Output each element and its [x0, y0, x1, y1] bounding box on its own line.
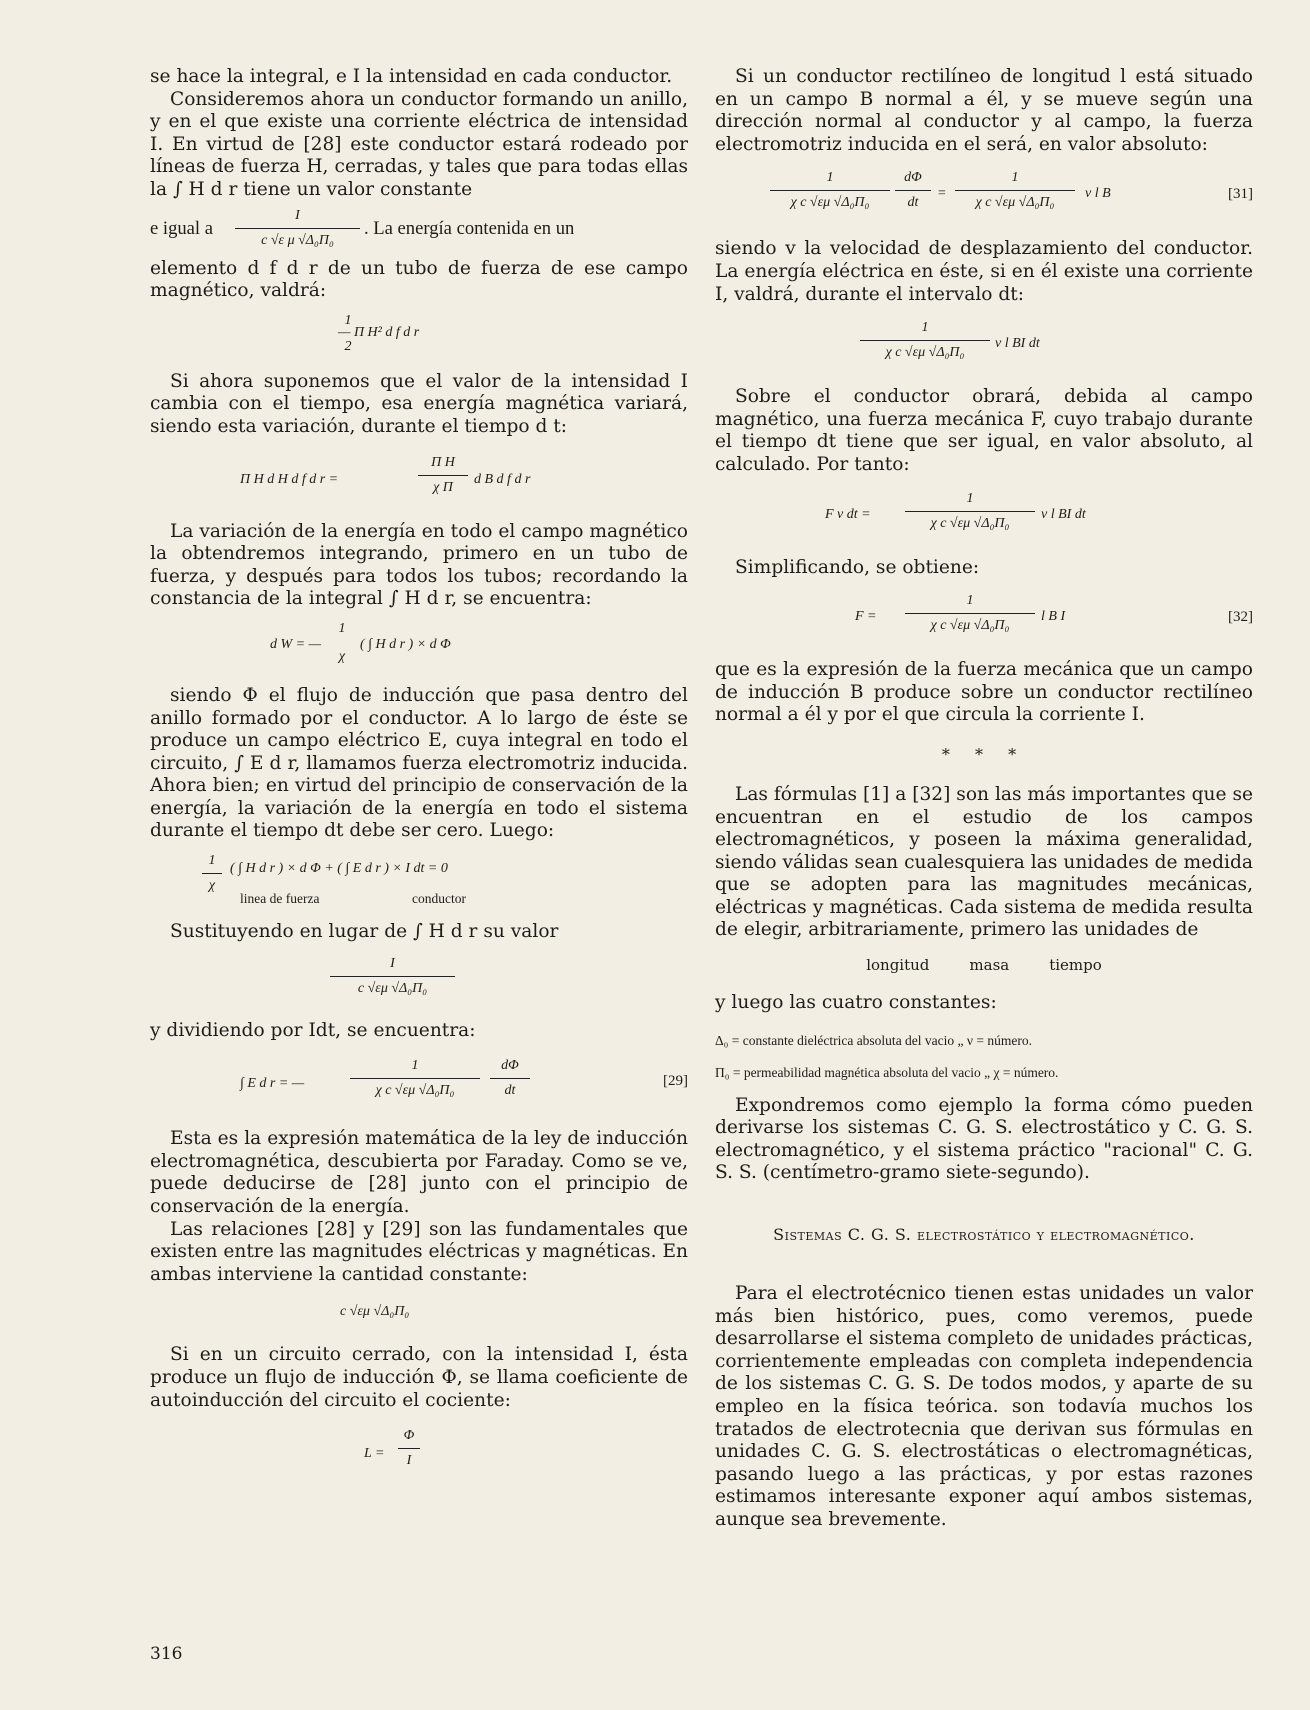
equation-text: Π H d H d f d r = [240, 471, 339, 487]
text: e igual a [150, 217, 213, 239]
units-list [715, 956, 1253, 974]
equation-energy [150, 311, 688, 361]
fraction [770, 168, 890, 213]
equation-text: F = [855, 609, 877, 625]
equation-subscript: conductor [412, 891, 466, 907]
equation-energy-dt [715, 318, 1253, 376]
paragraph: Para el electrotécnico tienen estas unidades un valor más bien histórico, pues, como veremos, puede desarrollarse el sistema completo de unidades prácticas, corrientemente empleadas con completa independencia de los sistemas C. G. S. De todos modos, y aparte de su empleo en la física teórica. son todavía muchos los tratados de electrotecnia que derivan sus fórmulas en unidades C. G. S. electrostáticas o electromagnéticas, pasando luego a las prácticas, y por estas razones estimamos interesante exponer aquí ambos sistemas, aunque sea brevemente. [715, 1283, 1253, 1530]
numerator: 1 [411, 1058, 419, 1074]
equation-text: c √εμ √Δ₀Π₀ [340, 1304, 410, 1320]
fraction [398, 1426, 420, 1471]
fraction [330, 954, 455, 999]
paragraph: Expondremos como ejemplo la forma cómo pueden derivarse los sistemas C. G. S. electrostático y C. G. S. electromagnético, y el sistema práctico "racional" C. G. S. S. (centímetro-gramo siete-segundo). [715, 1094, 1253, 1184]
equation-conservation [150, 847, 688, 911]
equation-constant [150, 1294, 688, 1334]
constant-definition: Π₀ = permeabilidad magnética absoluta del vacio „ χ = número. [715, 1064, 1059, 1080]
equation-29 [150, 1056, 688, 1118]
paragraph: La variación de la energía en todo el campo magnético la obtendremos integrando, primero en un tubo de fuerza, y después para todos los tubos; recordando la constancia de la integral ∫ H d r, se encuentra: [150, 520, 688, 610]
paragraph: Las relaciones [28] y [29] son las fundamentales que existen entre las magnitudes eléctricas y magnéticas. En ambas interviene la cantidad constante: [150, 1218, 688, 1285]
paragraph: Sobre el conductor obrará, debida al campo magnético, una fuerza mecánica F, cuyo trabajo durante el tiempo dt tiene que ser igual, en valor absoluto, al calculado. Por tanto: [715, 386, 1253, 475]
fraction [418, 453, 468, 498]
equation-text: v l BI dt [995, 336, 1040, 352]
denominator: χ c √εμ √Δ₀Π₀ [975, 195, 1055, 211]
numerator: I [295, 207, 300, 223]
equation-number: [31] [1228, 186, 1253, 203]
paragraph: que es la expresión de la fuerza mecánica que un campo de inducción B produce sobre un conductor rectilíneo normal a él y por el que circula la corriente I. [715, 659, 1253, 726]
equation-force-work [715, 489, 1253, 547]
equation-text: v l BI dt [1041, 506, 1086, 522]
fraction [905, 591, 1035, 636]
paragraph: Las fórmulas [1] a [32] son las más importantes que se encuentran en el estudio de los campos electromagnéticos, y poseen la máxima generalidad, siendo válidas sean cualesquiera las unidades de medida que se adopten para las magnitudes mecánicas, eléctricas y magnéticas. Cada sistema de medida resulta de elegir, arbitrariamente, primero las unidades de [715, 783, 1253, 941]
fraction [955, 168, 1075, 213]
equation-L [150, 1426, 688, 1484]
equation-variation [150, 453, 688, 511]
equation-substitution [150, 954, 688, 1010]
paragraph: Sustituyendo en lugar de ∫ H d r su valor [170, 921, 559, 943]
fraction [905, 489, 1035, 534]
numerator: dΦ [904, 170, 922, 186]
paragraph: Si un conductor rectilíneo de longitud l está situado en un campo B normal a él, y se mueve según una dirección normal al conductor y al campo, la fuerza electromotriz inducida en el será, en valor absoluto: [715, 66, 1253, 155]
denominator: χ c √εμ √Δ₀Π₀ [375, 1083, 455, 1099]
denominator: dt [907, 195, 919, 211]
equation-number: [29] [663, 1073, 688, 1090]
equation-inline [150, 206, 688, 252]
equation-text: d B d f d r [474, 471, 531, 487]
paragraph: Simplificando, se obtiene: [735, 556, 980, 578]
equation-text: — Π H² d f d r [338, 324, 420, 340]
equation-text: = [937, 186, 947, 202]
paragraph: y luego las cuatro constantes: [715, 992, 997, 1014]
denominator: dt [504, 1083, 516, 1099]
paragraph: Si en un circuito cerrado, con la intensidad I, ésta produce un flujo de inducción Φ, se llama coeficiente de autoinducción del circuito el cociente: [150, 1344, 688, 1411]
fraction [350, 1056, 480, 1101]
equation-text: d W = — [270, 636, 322, 652]
paragraph: Consideremos ahora un conductor formando un anillo, y en el que existe una corriente eléctrica de intensidad I. En virtud de [28] este conductor estará rodeado por líneas de fuerza H, cerradas, y tales que para todas ellas la ∫ H d r tiene un valor constante [150, 88, 688, 200]
equation-text: L = [364, 1446, 385, 1462]
denominator: χ c √εμ √Δ₀Π₀ [885, 345, 965, 361]
denominator: χ [338, 648, 346, 664]
constant-definition: Δ₀ = constante dieléctrica absoluta del vacio „ ν = número. [715, 1032, 1032, 1048]
numerator: 1 [966, 593, 974, 609]
equation-text: ( ∫ H d r ) × d Φ [360, 636, 451, 652]
fraction [860, 318, 990, 363]
unit-mass: masa [969, 956, 1010, 975]
equation-text: v l B [1085, 186, 1111, 202]
denominator: c √εμ √Δ₀Π₀ [357, 980, 428, 996]
paragraph: Si ahora suponemos que el valor de la intensidad I cambia con el tiempo, esa energía magnética variará, siendo esta variación, durante el tiempo d t: [150, 370, 688, 437]
equation-number: [32] [1228, 609, 1253, 626]
denominator: χ c √εμ √Δ₀Π₀ [930, 515, 1010, 531]
denominator: 2 [344, 338, 352, 354]
equation-32 [715, 591, 1253, 649]
equation-text: F v dt = [825, 506, 871, 522]
right-column [715, 66, 1253, 1532]
equation-dw [150, 619, 688, 675]
unit-time: tiempo [1049, 956, 1102, 975]
paragraph: siendo v la velocidad de desplazamiento del conductor. La energía eléctrica en éste, si en él existe una corriente I, valdrá, durante el intervalo dt: [715, 238, 1253, 305]
text: . La energía contenida en un [364, 217, 575, 239]
numerator: Φ [403, 1428, 415, 1444]
denominator: χ Π [433, 479, 453, 495]
numerator: Π H [431, 454, 455, 470]
denominator: χ c √εμ √Δ₀Π₀ [930, 618, 1010, 634]
unit-length: longitud [866, 956, 930, 975]
paragraph: y dividiendo por Idt, se encuentra: [150, 1019, 476, 1041]
section-heading: Sistemas C. G. S. electrostático y electromagnético. [773, 1225, 1195, 1245]
paragraph: se hace la integral, e I la intensidad en cada conductor. [150, 66, 673, 87]
numerator: 1 [826, 170, 834, 186]
equation-text: l B I [1041, 609, 1066, 625]
fraction [202, 851, 222, 896]
numerator: 1 [208, 853, 216, 869]
numerator: 1 [344, 312, 352, 328]
numerator: 1 [966, 490, 974, 506]
equation-subscript: linea de fuerza [240, 891, 320, 907]
fraction [332, 619, 352, 667]
fraction [490, 1056, 530, 1101]
section-separator: * * * [941, 744, 1027, 764]
equation-text: ( ∫ H d r ) × d Φ + ( ∫ E d r ) × I dt = 0 [230, 861, 448, 877]
numerator: dΦ [501, 1058, 519, 1074]
fraction [235, 206, 360, 251]
left-column [150, 66, 688, 1494]
denominator: χ [208, 878, 216, 894]
equation-text: ∫ E d r = — [240, 1076, 305, 1092]
paragraph: siendo Φ el flujo de inducción que pasa dentro del anillo formado por el conductor. A lo largo de éste se produce un campo eléctrico E, cuya integral en todo el circuito, ∫ E d r, llamamos fuerza electromotriz inducida. Ahora bien; en virtud del principio de conservación de la energía, la variación de la energía en todo el sistema durante el tiempo dt debe ser cero. Luego: [150, 684, 688, 842]
paragraph: Esta es la expresión matemática de la ley de inducción electromagnética, descubierta por Faraday. Como se ve, puede deducirse de [28] junto con el principio de conservación de la energía. [150, 1128, 688, 1218]
paragraph: elemento d f d r de un tubo de fuerza de ese campo magnético, valdrá: [150, 257, 688, 302]
numerator: I [390, 955, 395, 971]
numerator: 1 [921, 320, 929, 336]
page-number: 316 [150, 1644, 183, 1664]
fraction [895, 168, 931, 213]
denominator: c √ε μ √Δ₀Π₀ [261, 232, 334, 248]
numerator: 1 [338, 620, 346, 636]
denominator: χ c √εμ √Δ₀Π₀ [790, 195, 870, 211]
numerator: 1 [1011, 170, 1019, 186]
denominator: I [406, 1453, 412, 1469]
equation-31 [715, 168, 1253, 228]
